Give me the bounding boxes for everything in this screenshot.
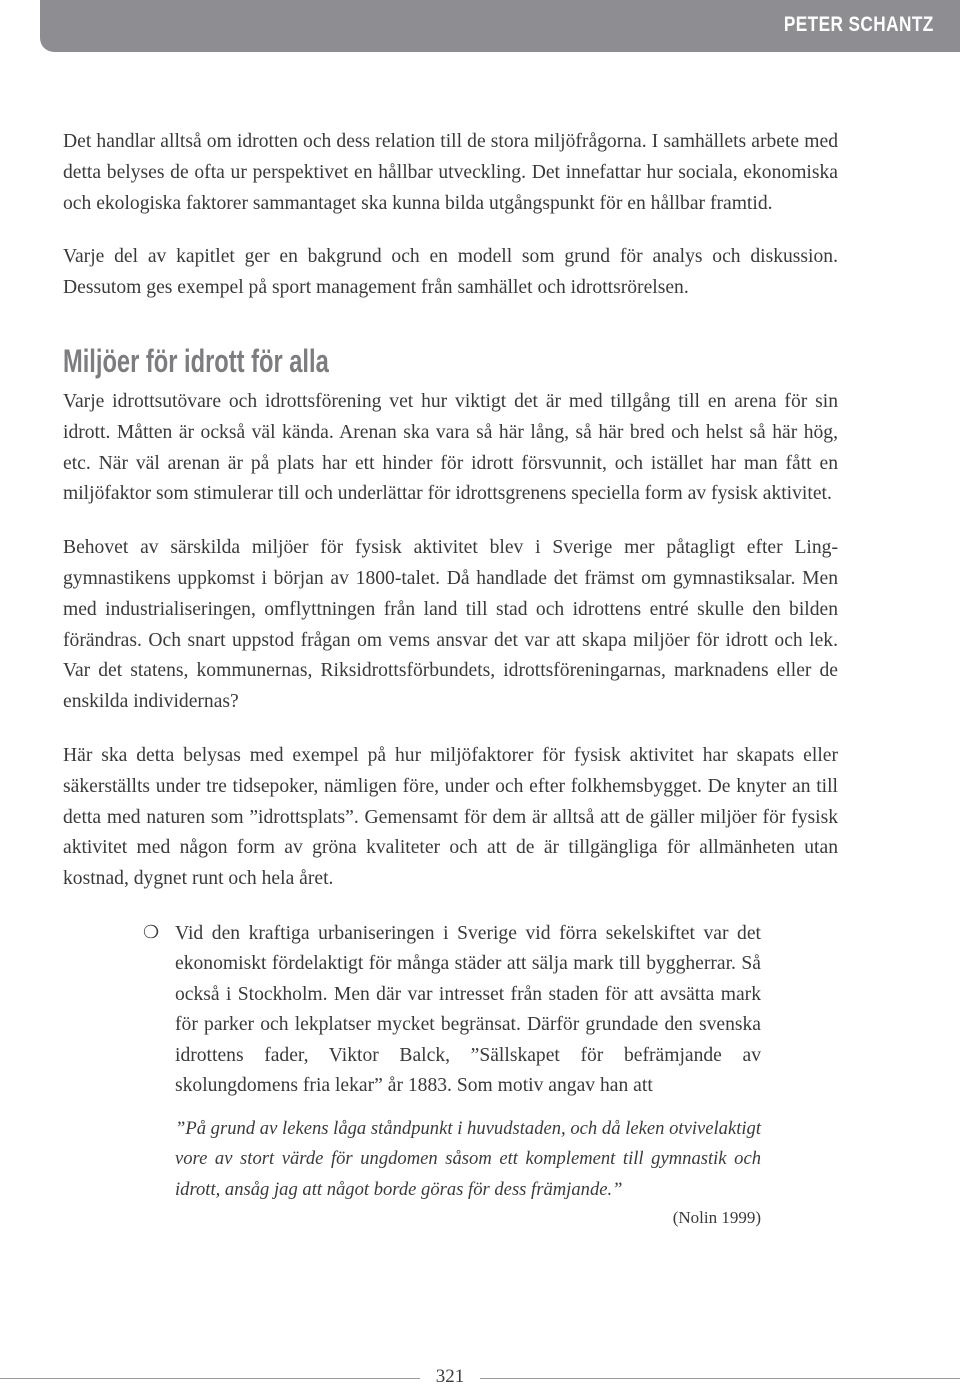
running-header-bar (40, 0, 960, 52)
section-heading: Miljöer för idrott för alla (63, 342, 329, 379)
running-header-author: PETER SCHANTZ (784, 13, 934, 36)
intro-paragraph-1: Det handlar alltså om idrotten och dess relation till de stora miljöfrågorna. I samhällets arbete med detta belyses de ofta ur perspektivet en hållbar utveckling. Det innefattar hur sociala, ekonomiska och ekologiska faktorer sammantaget ska kunna bilda utgångspunkt för en hållbar framtid. (63, 131, 838, 214)
page-number: 321 (420, 1366, 480, 1388)
block-quote: ”På grund av lekens låga ståndpunkt i huvudstaden, och då leken otvivelaktigt vore av stort värde för ungdomen såsom ett komplement till gymnastik och idrott, ansåg jag att något borde göras för dess främjande.” (175, 1117, 761, 1200)
section-paragraph-1: Varje idrottsutövare och idrottsförening vet hur viktigt det är med tillgång till en arena för sin idrott. Måtten är också väl kända. Arenan ska vara så här lång, så här bred och helst så här hög, etc. När väl arenan är på plats har ett hinder för idrott försvunnit, och istället har man fått en miljöfaktor som stimulerar till och underlättar för idrottsgrenens speciella form av fysisk aktivitet. (63, 390, 838, 505)
intro-paragraph-2: Varje del av kapitlet ger en bakgrund och en modell som grund för analys och diskussion. Dessutom ges exempel på sport management från samhället och idrottsrörelsen. (63, 246, 838, 299)
quote-citation: (Nolin 1999) (672, 1208, 761, 1228)
footer-rule (0, 1378, 960, 1379)
hollow-circle-bullet-icon: ❍ (143, 921, 160, 943)
bullet-item (143, 919, 761, 1232)
section-paragraph-2: Behovet av särskilda miljöer för fysisk aktivitet blev i Sverige mer påtagligt efter Linggymnastikens uppkomst i början av 1800-talet. Då handlade det främst om gymnastiksalar. Men med industrialiseringen, omflyttningen från land till stad och idrottens entré skulle den bilden förändras. Och snart uppstod frågan om vems ansvar det var att skapa miljöer för idrott och lek. Var det statens, kommunernas, Riksidrottsförbundets, idrottsföreningarnas, marknadens eller de enskilda individernas? (63, 537, 838, 713)
section-paragraph-3: Här ska detta belysas med exempel på hur miljöfaktorer för fysisk aktivitet har skapats eller säkerställts under tre tidsepoker, nämligen före, under och efter folkhemsbygget. De knyter an till detta med naturen som ”idrottsplats”. Gemensamt för dem är alltså att de gäller miljöer för fysisk aktivitet med någon form av gröna kvaliteter och att de är tillgängliga för allmänheten utan kostnad, dygnet runt och hela året. (63, 744, 838, 890)
page-body (63, 127, 838, 1231)
bullet-text: Vid den kraftiga urbaniseringen i Sverige vid förra sekelskiftet var det ekonomiskt fördelaktigt för många städer att sälja mark till byggherrar. Så också i Stockholm. Men där var intresset från staden för att avsätta mark för parker och lekplatser mycket begränsat. Därför grundade den svenska idrottens fader, Viktor Balck, ”Sällskapet för befrämjande av skolungdomens fria lekar” år 1883. Som motiv angav han att (175, 922, 761, 1097)
